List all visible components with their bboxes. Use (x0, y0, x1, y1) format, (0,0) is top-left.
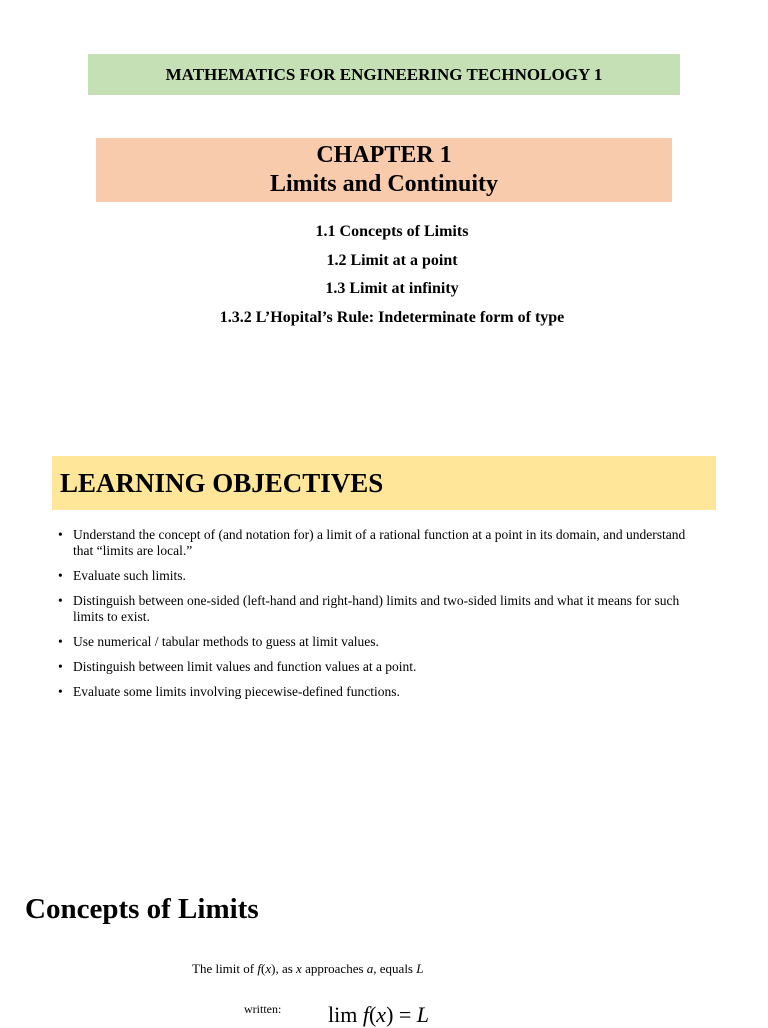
formula-var: f (362, 1002, 369, 1027)
toc-item: 1.3.2 L’Hopital’s Rule: Indeterminate form of type (219, 308, 565, 326)
chapter-title: Limits and Continuity (269, 171, 499, 197)
definition-var: x (265, 961, 272, 976)
definition-text: ( (260, 961, 266, 976)
list-item (58, 527, 706, 559)
written-label: written: (244, 1002, 282, 1016)
learning-objectives-banner (52, 456, 716, 510)
section-title: Concepts of Limits (25, 893, 259, 925)
definition-text: approaches (301, 961, 367, 976)
objective-text: Evaluate some limits involving piecewise-defined functions. (73, 684, 400, 699)
definition-text: ), as (271, 961, 297, 976)
objective-text: Distinguish between one-sided (left-hand and right-hand) limits and two-sided limits and what it means for such limits to exist. (73, 593, 680, 624)
list-item (58, 568, 706, 584)
list-item (58, 593, 706, 625)
learning-objectives-heading: LEARNING OBJECTIVES (60, 467, 384, 498)
formula-text: ) = (386, 1002, 417, 1027)
toc-item: 1.2 Limit at a point (326, 251, 458, 269)
objective-text: Use numerical / tabular methods to guess at limit values. (73, 634, 379, 649)
bullet-icon: • (58, 593, 63, 608)
formula-var: L (416, 1002, 430, 1027)
objective-text: Distinguish between limit values and function values at a point. (73, 659, 417, 674)
bullet-icon: • (58, 568, 63, 583)
bullet-icon: • (58, 527, 63, 542)
formula-text: ( (368, 1002, 377, 1027)
learning-objectives-list (58, 527, 706, 709)
definition-text: The limit of (192, 961, 258, 976)
course-title-banner (88, 54, 680, 95)
toc-item: 1.1 Concepts of Limits (315, 223, 469, 240)
bullet-icon: • (58, 684, 63, 699)
bullet-icon: • (58, 634, 63, 649)
chapter-number: CHAPTER 1 (316, 142, 452, 168)
definition-var: L (416, 961, 424, 976)
bullet-icon: • (58, 659, 63, 674)
limit-formula (328, 1002, 429, 1028)
formula-var: x (376, 1002, 387, 1027)
toc-item: 1.3 Limit at infinity (325, 280, 459, 297)
list-item (58, 684, 706, 700)
definition-var: x (296, 961, 302, 976)
definition-var: a (366, 961, 374, 976)
definition-var: f (257, 961, 261, 976)
definition-text: , equals (373, 961, 417, 976)
formula-lim: lim (328, 1002, 358, 1027)
objective-text: Understand the concept of (and notation for) a limit of a rational function at a point in its domain, and understand that “limits are local.” (73, 527, 686, 558)
table-of-contents (0, 220, 768, 334)
objective-text: Evaluate such limits. (73, 568, 186, 583)
limit-definition (192, 961, 423, 977)
chapter-banner (96, 138, 672, 202)
list-item (58, 634, 706, 650)
list-item (58, 659, 706, 675)
course-title: MATHEMATICS FOR ENGINEERING TECHNOLOGY 1 (165, 64, 603, 84)
